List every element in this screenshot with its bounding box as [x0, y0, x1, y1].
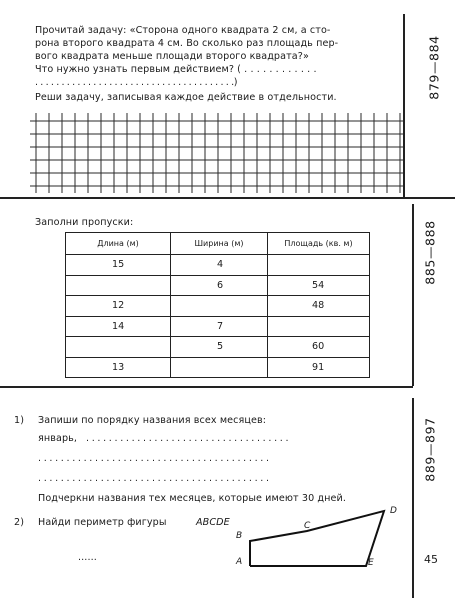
solve-instruction: Реши задачу, записывая каждое действие в отдельности. — [35, 92, 337, 103]
perimeter-answer-dots[interactable]: ...... — [78, 552, 97, 563]
task2-number: 2) — [14, 517, 25, 528]
length-cell[interactable]: 14 — [66, 316, 171, 337]
table-row — [66, 296, 370, 317]
page-number: 45 — [424, 553, 438, 566]
section-divider-1 — [0, 197, 455, 199]
point-label-c: C — [304, 521, 311, 531]
area-cell[interactable] — [268, 316, 370, 337]
underline-task: Подчеркни названия тех месяцев, которые имеют 30 дней. — [38, 493, 347, 504]
figure-name: ABCDE — [196, 517, 230, 528]
task-text-line-3: вого квадрата меньше площади второго квадрата?» — [35, 51, 309, 62]
task-text-line-1: Прочитай задачу: «Сторона одного квадрата 2 см, а сто- — [35, 25, 331, 36]
header-length: Длина (м) — [66, 233, 171, 255]
table-row — [66, 337, 370, 358]
header-area: Площадь (кв. м) — [268, 233, 370, 255]
section-divider-2 — [0, 386, 413, 388]
length-cell[interactable]: 13 — [66, 357, 171, 378]
point-label-d: D — [390, 506, 398, 516]
length-cell[interactable]: 12 — [66, 296, 171, 317]
table-header-row — [66, 233, 370, 255]
width-cell[interactable]: 5 — [171, 337, 268, 358]
width-cell[interactable] — [171, 296, 268, 317]
first-month-word: январь, — [38, 433, 78, 444]
point-label-e: E — [368, 558, 374, 568]
fill-blanks-title: Заполни пропуски: — [35, 217, 134, 228]
task-question: Что нужно узнать первым действием? ( . . . . . . . . . . . . — [35, 64, 317, 75]
section3-number-range: 889—897 — [422, 417, 438, 482]
months-dots-line-1: . . . . . . . . . . . . . . . . . . . . . . . . . . . . . . . . . . . . — [86, 433, 289, 444]
table-row — [66, 275, 370, 296]
width-cell[interactable]: 7 — [171, 316, 268, 337]
width-cell[interactable]: 6 — [171, 275, 268, 296]
area-cell[interactable]: 54 — [268, 275, 370, 296]
point-label-a: A — [236, 557, 243, 567]
section1-right-border — [403, 14, 405, 197]
section1-number-range: 879—884 — [426, 35, 442, 100]
task1-text: Запиши по порядку названия всех месяцев: — [38, 415, 267, 426]
table-row — [66, 255, 370, 276]
area-cell[interactable] — [268, 255, 370, 276]
length-cell[interactable] — [66, 337, 171, 358]
area-cell[interactable]: 91 — [268, 357, 370, 378]
section2-right-border — [412, 204, 414, 386]
figure-outline — [250, 511, 384, 566]
task2-text: Найди периметр фигуры — [38, 517, 167, 528]
months-dots-line-3: . . . . . . . . . . . . . . . . . . . . . . . . . . . . . . . . . . . . . . . . . — [38, 473, 269, 484]
area-cell[interactable]: 60 — [268, 337, 370, 358]
dimensions-table — [65, 232, 370, 378]
table-row — [66, 357, 370, 378]
answer-dots-line: . . . . . . . . . . . . . . . . . . . . . . . . . . . . . . . . . . . . . .) — [35, 77, 238, 88]
width-cell[interactable]: 4 — [171, 255, 268, 276]
table-row — [66, 316, 370, 337]
header-width: Ширина (м) — [171, 233, 268, 255]
squared-answer-grid[interactable] — [30, 113, 403, 195]
length-cell[interactable] — [66, 275, 171, 296]
width-cell[interactable] — [171, 357, 268, 378]
task-text-line-2: рона второго квадрата 4 см. Во сколько раз площадь пер- — [35, 38, 339, 49]
section2-number-range: 885—888 — [422, 220, 438, 285]
pentagon-figure — [230, 500, 410, 575]
area-cell[interactable]: 48 — [268, 296, 370, 317]
length-cell[interactable]: 15 — [66, 255, 171, 276]
task1-number: 1) — [14, 415, 25, 426]
months-dots-line-2: . . . . . . . . . . . . . . . . . . . . . . . . . . . . . . . . . . . . . . . . . — [38, 453, 269, 464]
section3-right-border — [412, 398, 414, 598]
point-label-b: B — [236, 531, 243, 541]
